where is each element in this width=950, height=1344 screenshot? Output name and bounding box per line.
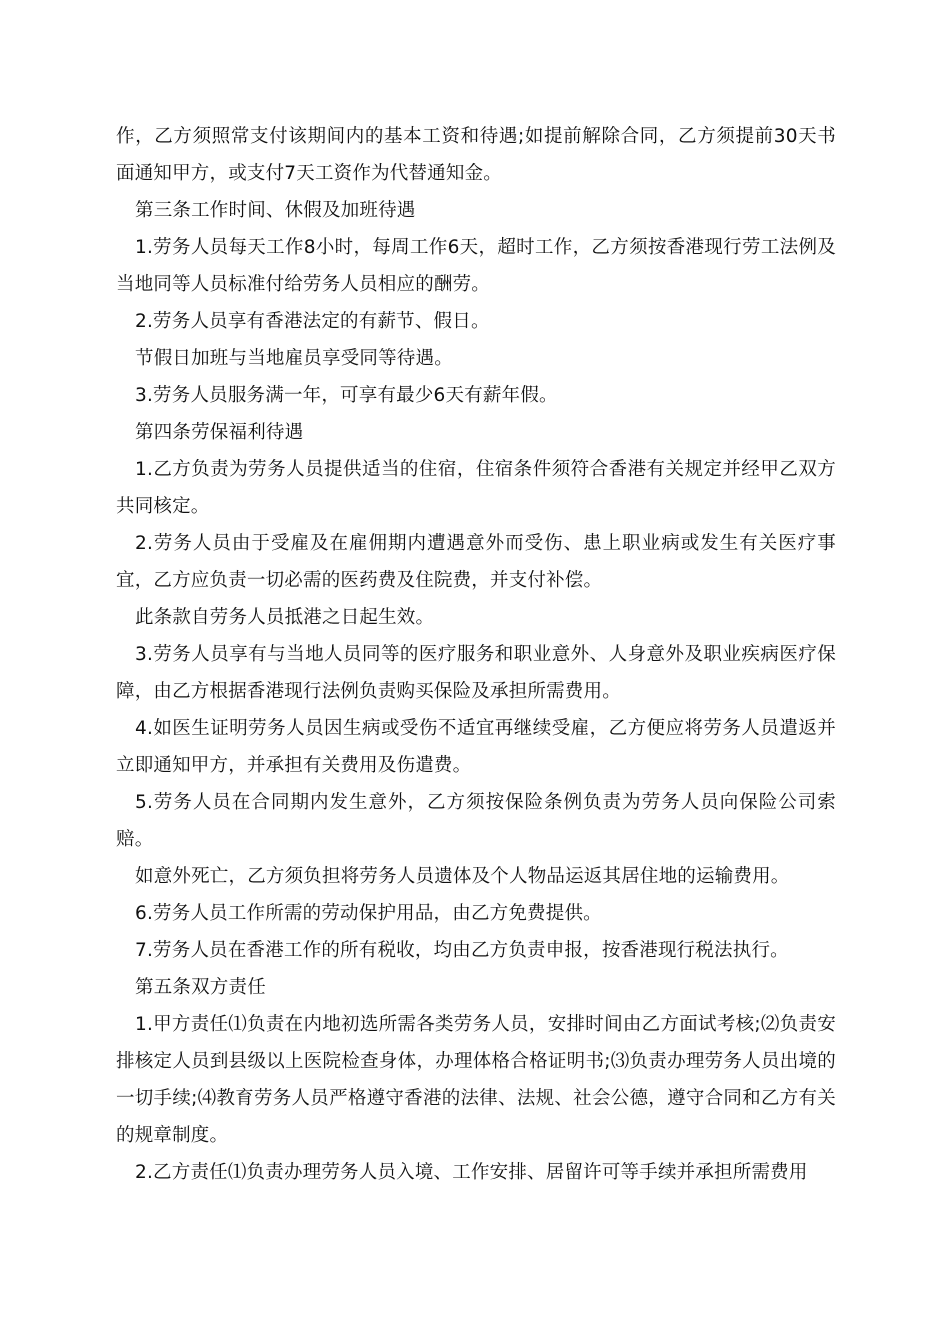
paragraph-14: 如意外死亡，乙方须负担将劳务人员遗体及个人物品运返其居住地的运输费用。 — [135, 866, 790, 887]
document-body — [116, 118, 836, 1191]
paragraph-3: 1.劳务人员每天工作8小时，每周工作6天，超时工作，乙方须按香港现行劳工法例及当地同等人员标准付给劳务人员相应的酬劳。 — [116, 237, 836, 295]
paragraph-19: 2.乙方责任⑴负责办理劳务人员入境、工作安排、居留许可等手续并承担所需费用 — [135, 1162, 808, 1183]
article-5-heading: 第五条双方责任 — [135, 977, 266, 998]
paragraph-4: 2.劳务人员享有香港法定的有薪节、假日。 — [135, 311, 490, 332]
paragraph-6: 3.劳务人员服务满一年，可享有最少6天有薪年假。 — [135, 385, 558, 406]
paragraph-13: 5.劳务人员在合同期内发生意外，乙方须按保险条例负责为劳务人员向保险公司索赔。 — [116, 792, 836, 850]
paragraph-15: 6.劳务人员工作所需的劳动保护用品，由乙方免费提供。 — [135, 903, 602, 924]
paragraph-12: 4.如医生证明劳务人员因生病或受伤不适宜再继续受雇，乙方便应将劳务人员遣返并立即通知甲方，并承担有关费用及伤遣费。 — [116, 718, 836, 776]
paragraph-1: 作，乙方须照常支付该期间内的基本工资和待遇;如提前解除合同，乙方须提前30天书面通知甲方，或支付7天工资作为代替通知金。 — [116, 126, 836, 184]
paragraph-10: 此条款自劳务人员抵港之日起生效。 — [135, 607, 435, 628]
paragraph-11: 3.劳务人员享有与当地人员同等的医疗服务和职业意外、人身意外及职业疾病医疗保障，由乙方根据香港现行法例负责购买保险及承担所需费用。 — [116, 644, 836, 702]
paragraph-16: 7.劳务人员在香港工作的所有税收，均由乙方负责申报，按香港现行税法执行。 — [135, 940, 789, 961]
paragraph-9: 2.劳务人员由于受雇及在雇佣期内遭遇意外而受伤、患上职业病或发生有关医疗事宜，乙方应负责一切必需的医药费及住院费，并支付补偿。 — [116, 533, 836, 591]
paragraph-18: 1.甲方责任⑴负责在内地初选所需各类劳务人员，安排时间由乙方面试考核;⑵负责安排核定人员到县级以上医院检查身体，办理体格合格证明书;⑶负责办理劳务人员出境的一切手续;⑷教育劳务人员严格遵守香港的法律、法规、社会公德，遵守合同和乙方有关的规章制度。 — [116, 1014, 836, 1146]
article-3-heading: 第三条工作时间、休假及加班待遇 — [135, 200, 416, 221]
article-4-heading: 第四条劳保福利待遇 — [135, 422, 304, 443]
paragraph-5: 节假日加班与当地雇员享受同等待遇。 — [135, 348, 453, 369]
paragraph-8: 1.乙方负责为劳务人员提供适当的住宿，住宿条件须符合香港有关规定并经甲乙双方共同核定。 — [116, 459, 836, 517]
